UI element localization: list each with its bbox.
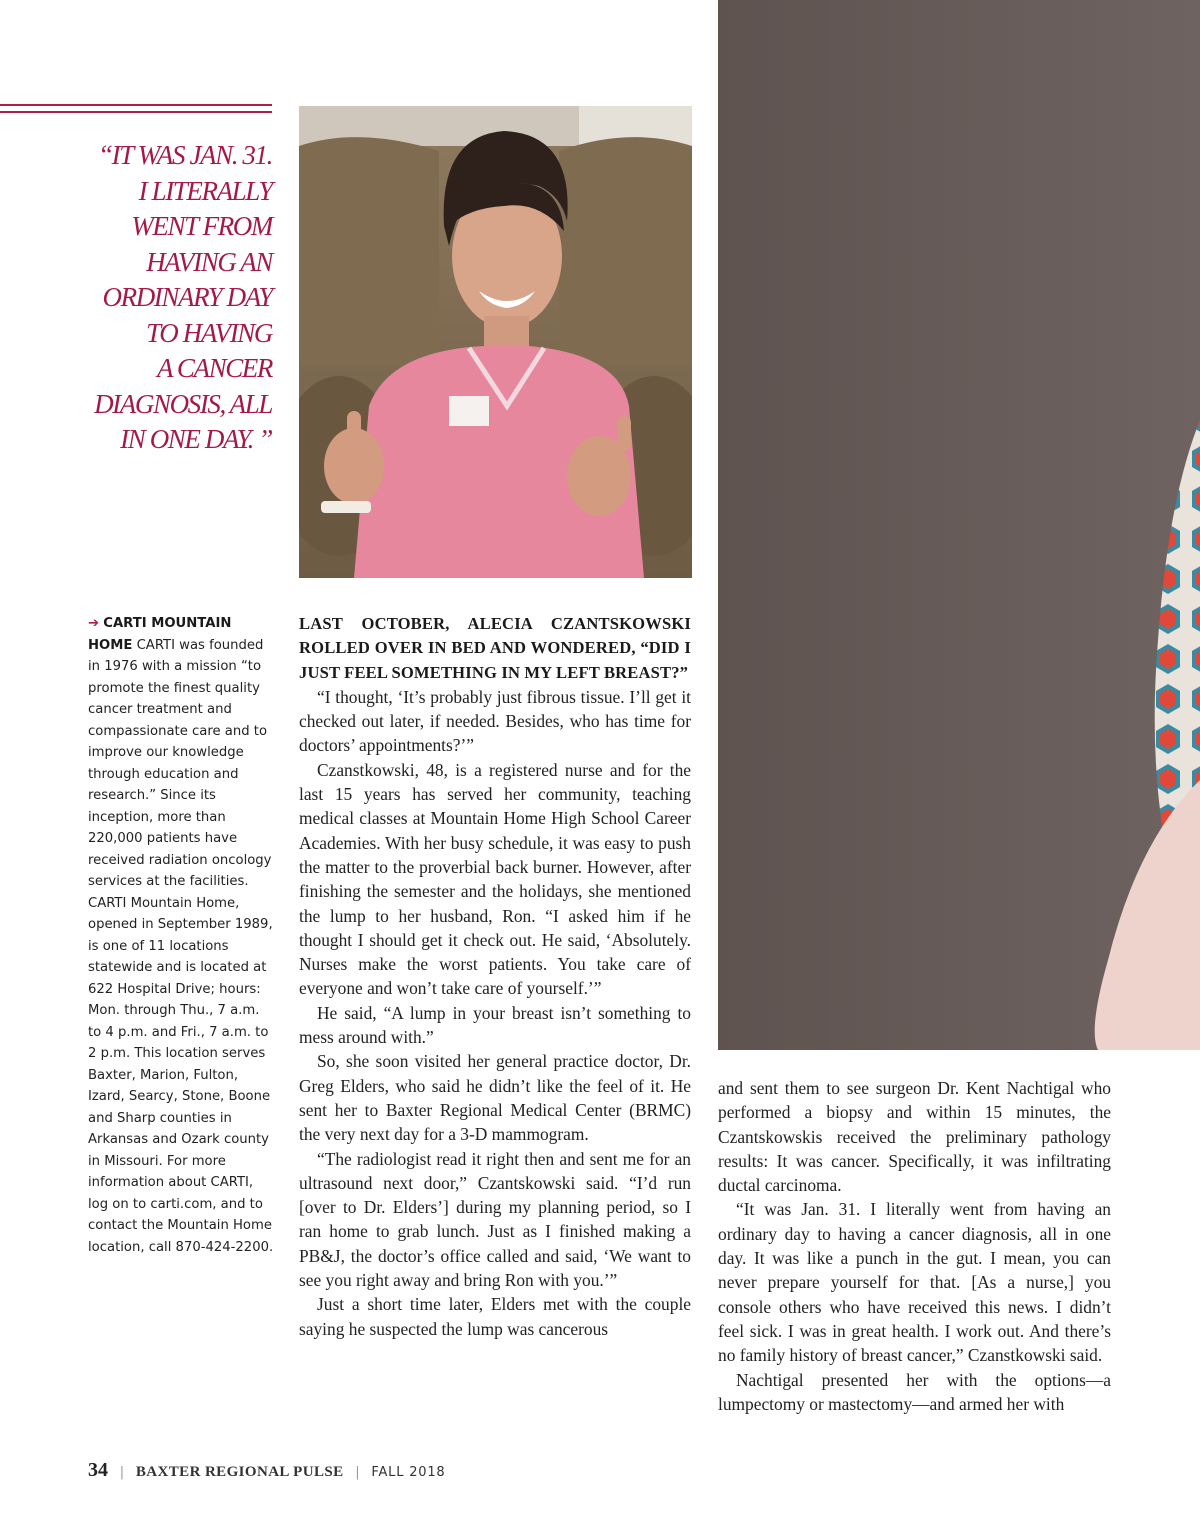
- pull-quote: [40, 138, 272, 458]
- pull-quote-line: HAVING AN: [146, 246, 272, 277]
- article-paragraph: “It was Jan. 31. I literally went from having an ordinary day to having a cancer diagnosis, all in one day. It was like a punch in the gut. I mean, you can never prepare yourself for that. [As a nurse,] you console others who have received this news. I didn’t feel sick. I was in great health. I work out. And there’s no family history of breast cancer,” Czanstkowski said.: [718, 1199, 1111, 1366]
- footer-separator: |: [355, 1465, 360, 1480]
- pull-quote-line: IN ONE DAY. ”: [120, 424, 272, 454]
- sidebar-note: [88, 613, 274, 1258]
- pull-quote-line: A CANCER: [156, 353, 272, 383]
- page-number: 34: [88, 1459, 108, 1481]
- pull-quote-line: TO HAVING: [146, 317, 272, 348]
- article-paragraph: and sent them to see surgeon Dr. Kent Nachtigal who performed a biopsy and within 15 minutes, the Czantskowskis received the preliminary pathology results: It was cancer. Specifically, it was infiltrating ductal carcinoma.: [718, 1078, 1111, 1196]
- article-lead: LAST OCTOBER, ALECIA CZANTSKOWSKI ROLLED OVER IN BED AND WONDERED, “DID I JUST FEEL SOMETHING IN MY LEFT BREAST?”: [299, 614, 691, 682]
- top-rule-secondary: [0, 111, 272, 113]
- top-rule: [0, 104, 272, 106]
- portrait-photo: [718, 0, 1200, 1050]
- sidebar-body: CARTI was founded in 1976 with a mission “to promote the finest quality cancer treatment and compassionate care and to improve our knowledge through education and research.” Since its inception, more than 220,000 patients have received radiation oncology services at the facilities. CARTI Mountain Home, opened in September 1989, is one of 11 locations statewide and is located at 622 Hospital Drive; hours: Mon. through Thu., 7 a.m. to 4 p.m. and Fri., 7 a.m. to 2 p.m. This location serves Baxter, Marion, Fulton, Izard, Searcy, Stone, Boone and Sharp counties in Arkansas and Ozark county in Missouri. For more information about CARTI, log on to carti.com, and to contact the Mountain Home location, call 870-424-2200.: [88, 637, 274, 1255]
- article-paragraph: “I thought, ‘It’s probably just fibrous tissue. I’ll get it checked out later, if needed. Besides, who has time for doctors’ appointments?’”: [299, 686, 691, 756]
- arrow-right-icon: ➔: [88, 616, 100, 631]
- pull-quote-line: ORDINARY DAY: [102, 282, 272, 312]
- article-paragraph: “The radiologist read it right then and sent me for an ultrasound next door,” Czantskowski said. “I’d run [over to Dr. Elders’] during my planning period, so I ran home to grab lunch. Just as I finished making a PB&J, the doctor’s office called and said, ‘We want to see you right away and bring Ron with you.’”: [299, 1148, 691, 1291]
- pull-quote-line: “IT WAS JAN. 31.: [98, 140, 272, 170]
- pull-quote-line: I LITERALLY: [138, 175, 272, 206]
- page-footer: [88, 1459, 446, 1482]
- patient-photo: [299, 106, 692, 578]
- pull-quote-line: DIAGNOSIS, ALL: [94, 388, 272, 419]
- footer-separator: |: [119, 1465, 125, 1480]
- article-paragraph: He said, “A lump in your breast isn’t something to mess around with.”: [299, 1002, 691, 1048]
- article-paragraph: Nachtigal presented her with the options—a lumpectomy or mastectomy—and armed her with: [718, 1369, 1111, 1414]
- article-column-2: [718, 1076, 1111, 1416]
- sidebar-heading: CARTI MOUNTAIN HOME: [88, 616, 232, 653]
- article-column-1: [299, 612, 691, 1341]
- magazine-name: BAXTER REGIONAL PULSE: [135, 1464, 344, 1480]
- issue-label: FALL 2018: [371, 1465, 446, 1480]
- article-paragraph: So, she soon visited her general practice doctor, Dr. Greg Elders, who said he didn’t like the feel of it. He sent her to Baxter Regional Medical Center (BRMC) the very next day for a 3-D mammogram.: [299, 1051, 691, 1145]
- article-paragraph: Czanstkowski, 48, is a registered nurse and for the last 15 years has served her community, teaching medical classes at Mountain Home High School Career Academies. With her busy schedule, it was easy to push the matter to the proverbial back burner. However, after finishing the semester and the holidays, she mentioned the lump to her husband, Ron. “I asked him if he thought I should get it check out. He said, ‘Absolutely. Nurses make the worst patients. You take care of everyone and won’t take care of yourself.’”: [299, 759, 691, 999]
- pull-quote-line: WENT FROM: [131, 211, 272, 241]
- article-paragraph: Just a short time later, Elders met with the couple saying he suspected the lump was cancerous: [299, 1294, 691, 1339]
